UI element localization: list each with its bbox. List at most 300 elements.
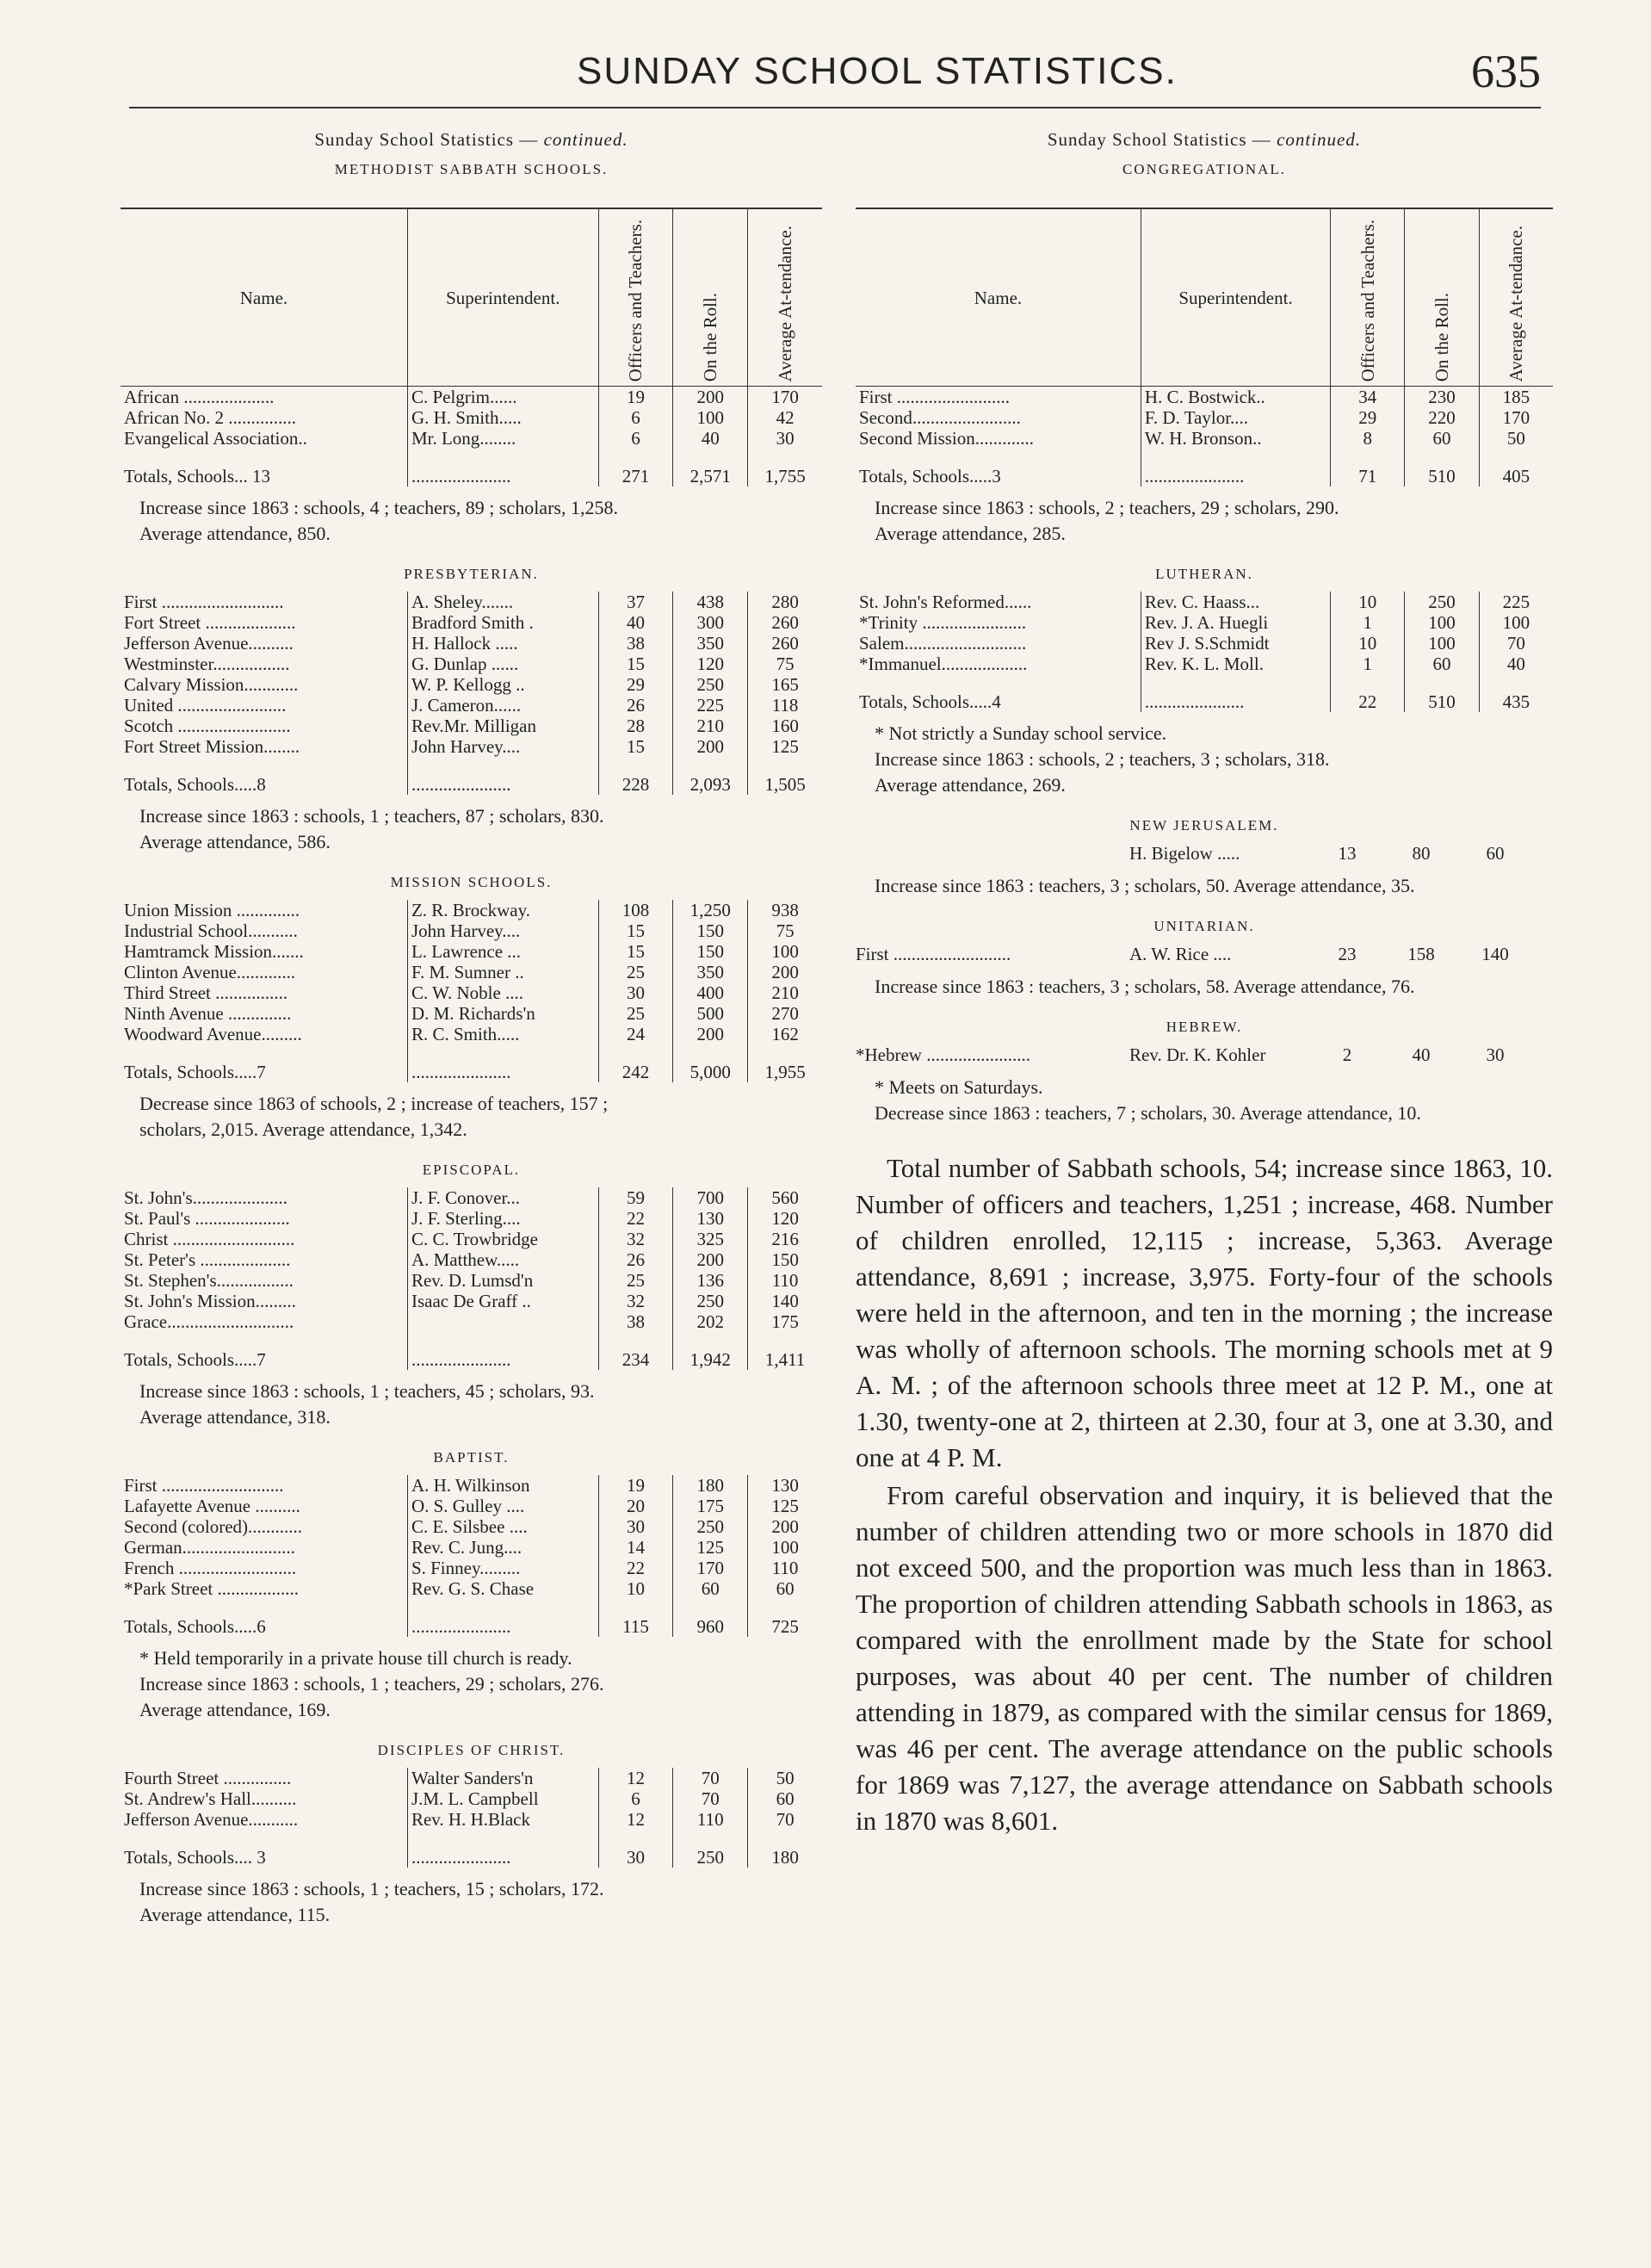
attendance-count: 216 [748, 1229, 822, 1249]
roll-count: 325 [673, 1229, 748, 1249]
attendance-count: 50 [1479, 428, 1553, 449]
summary-paragraph: Total number of Sabbath schools, 54; increase since 1863, 10. Number of officers and teachers, 1,251 ; increase, 468. Number of children enrolled, 12,115 ; increase, 5,363. Average attendance, 8,691 ; increase, 3,975. Forty-four of the schools were held in the afternoon, and ten in the morning ; the increase was wholly of afternoon schools. The morning schools met at 9 A. M. ; of the afternoon schools three meet at 12 P. M., one at 1.30, twenty-one at 2, thirteen at 2.30, four at 3, one at 3.30, and one at 4 P. M. [856, 1153, 1553, 1473]
summary-note: Increase since 1863 : schools, 1 ; teachers, 15 ; scholars, 172. [139, 1878, 604, 1900]
attendance-count: 270 [748, 1003, 822, 1024]
header-roll [673, 208, 748, 387]
officers-count: 271 [598, 449, 673, 486]
summary-note: Average attendance, 850. [139, 523, 331, 545]
table-row [856, 592, 1553, 612]
officers-count: 15 [598, 736, 673, 757]
running-header [129, 46, 1541, 110]
table-row [121, 633, 822, 654]
superintendent: F. D. Taylor.... [1141, 407, 1330, 428]
officers-count: 25 [598, 1003, 673, 1024]
roll-count: 250 [1405, 592, 1479, 612]
table-row [856, 387, 1553, 408]
new-jerusalem-row [856, 843, 1553, 864]
roll-count: 60 [1405, 428, 1479, 449]
superintendent: F. M. Sumner .. [407, 962, 598, 982]
roll-count: 180 [673, 1475, 748, 1496]
attendance-count: 70 [1479, 633, 1553, 654]
school-name: Jefferson Avenue.......... [124, 633, 294, 654]
table-row [121, 941, 822, 962]
superintendent: C. C. Trowbridge [407, 1229, 598, 1249]
officers-count: 10 [1331, 592, 1405, 612]
school-name: Second (colored)............ [124, 1516, 303, 1538]
school-name: Ninth Avenue .............. [124, 1003, 292, 1025]
table-row [121, 982, 822, 1003]
new-jerusalem-notes [856, 873, 1553, 899]
roll-count: 2,571 [673, 449, 748, 486]
summary-note: Average attendance, 285. [875, 523, 1066, 545]
superintendent: ...................... [407, 449, 598, 486]
superintendent: ...................... [407, 757, 598, 795]
school-name: St. Stephen's................. [124, 1270, 294, 1292]
superintendent: Isaac De Graff .. [407, 1291, 598, 1311]
header-attendance-text: Average At-tendance. [775, 225, 796, 382]
table-row [121, 900, 822, 920]
roll-count: 210 [673, 716, 748, 736]
disciples-rows [121, 1768, 822, 1868]
officers-count: 71 [1331, 449, 1405, 486]
school-name: St. John's Mission......... [124, 1291, 296, 1312]
episcopal-notes [121, 1379, 822, 1430]
attendance-count: 30 [748, 428, 822, 449]
attendance-count: 40 [1479, 654, 1553, 674]
attendance-count: 180 [748, 1830, 822, 1868]
officers-count: 19 [598, 1475, 673, 1496]
roll-count: 225 [673, 695, 748, 716]
header-attendance-right [1479, 208, 1553, 387]
totals-row [121, 1044, 822, 1082]
summary-note: Average attendance, 269. [875, 774, 1066, 796]
officers-count: 12 [598, 1768, 673, 1788]
totals-row [121, 757, 822, 795]
baptist-table [121, 1475, 822, 1637]
header-officers-right [1331, 208, 1405, 387]
unitarian-row [856, 944, 1553, 965]
page-number: 635 [1471, 46, 1541, 97]
roll-count: 250 [673, 1291, 748, 1311]
roll-count: 70 [673, 1788, 748, 1809]
attendance-count: 210 [748, 982, 822, 1003]
superintendent: John Harvey.... [407, 736, 598, 757]
attendance-count: 125 [748, 736, 822, 757]
table-row [856, 654, 1553, 674]
school-name: Calvary Mission............ [124, 674, 299, 696]
officers-count: 15 [598, 941, 673, 962]
superintendent: ...................... [407, 1830, 598, 1868]
attendance-count: 150 [748, 1249, 822, 1270]
superintendent: O. S. Gulley .... [407, 1496, 598, 1516]
superintendent: Mr. Long........ [407, 428, 598, 449]
attendance-count: 165 [748, 674, 822, 695]
header-attendance-right-text: Average At-tendance. [1506, 225, 1527, 382]
table-row [121, 1187, 822, 1208]
section-heading-new-jerusalem: NEW JERUSALEM. [1129, 817, 1279, 834]
attendance-count: 938 [748, 900, 822, 920]
table-row [121, 1537, 822, 1558]
summary-note: Increase since 1863 : schools, 1 ; teachers, 45 ; scholars, 93. [139, 1380, 595, 1403]
school-name: Scotch ......................... [124, 716, 291, 737]
school-name: Westminster................. [124, 654, 290, 675]
summary-note: * Not strictly a Sunday school service. [875, 722, 1167, 745]
table-row [856, 612, 1553, 633]
roll-count: 202 [673, 1311, 748, 1332]
table-row [121, 1229, 822, 1249]
left-column [121, 129, 822, 1928]
roll-count: 250 [673, 674, 748, 695]
congregational-rows [856, 387, 1553, 487]
officers-count: 15 [598, 654, 673, 674]
summary-paragraph: From careful observation and inquiry, it is believed that the number of children attending two or more schools in 1870 did not exceed 500, and the proportion was much less than in 1863. The proportion of children attending Sabbath schools in 1863, as compared with the enrollment made by the State for school purposes, was about 40 per cent. The number of children attending in 1879, as compared with the similar census for 1869, was 46 per cent. The average attendance on the public schools for 1869 was 7,127, the average attendance on Sabbath schools in 1870 was 8,601. [856, 1480, 1553, 1837]
attendance-count: 60 [1486, 843, 1505, 864]
section-heading-episcopal: EPISCOPAL. [422, 1162, 521, 1179]
school-name: *Immanuel................... [859, 654, 1028, 675]
school-name: Totals, Schools.....4 [859, 691, 1001, 713]
summary-text [856, 1150, 1553, 1839]
officers-count: 26 [598, 695, 673, 716]
attendance-count: 260 [748, 633, 822, 654]
summary-note: Increase since 1863 : schools, 1 ; teachers, 29 ; scholars, 276. [139, 1673, 604, 1695]
superintendent: Rev. K. L. Moll. [1141, 654, 1330, 674]
attendance-count: 725 [748, 1599, 822, 1637]
officers-count: 1 [1331, 654, 1405, 674]
table-row [121, 1558, 822, 1578]
attendance-count: 75 [748, 920, 822, 941]
table-row [856, 407, 1553, 428]
table-header-row-right [856, 208, 1553, 387]
roll-count: 200 [673, 736, 748, 757]
summary-note: Average attendance, 318. [139, 1406, 331, 1428]
superintendent: W. H. Bronson.. [1141, 428, 1330, 449]
officers-count: 24 [598, 1024, 673, 1044]
roll-count: 150 [673, 941, 748, 962]
school-name: Hamtramck Mission....... [124, 941, 304, 963]
school-name: Totals, Schools.....6 [124, 1616, 266, 1638]
attendance-count: 120 [748, 1208, 822, 1229]
attendance-count: 130 [748, 1475, 822, 1496]
header-roll-right [1405, 208, 1479, 387]
summary-note: Decrease since 1863 : teachers, 7 ; scholars, 30. Average attendance, 10. [875, 1102, 1421, 1125]
officers-count: 38 [598, 1311, 673, 1332]
summary-note: Average attendance, 169. [139, 1699, 331, 1721]
attendance-count: 140 [748, 1291, 822, 1311]
summary-note: * Meets on Saturdays. [875, 1076, 1043, 1099]
school-name: Totals, Schools.....7 [124, 1062, 266, 1083]
attendance-count: 1,505 [748, 757, 822, 795]
attendance-count: 1,755 [748, 449, 822, 486]
roll-count: 120 [673, 654, 748, 674]
summary-note: Increase since 1863 : schools, 2 ; teachers, 29 ; scholars, 290. [875, 497, 1339, 519]
attendance-count: 185 [1479, 387, 1553, 408]
school-name: Totals, Schools... 13 [124, 466, 271, 487]
roll-count: 500 [673, 1003, 748, 1024]
attendance-count: 200 [748, 1516, 822, 1537]
superintendent: Z. R. Brockway. [407, 900, 598, 920]
roll-count: 510 [1405, 674, 1479, 712]
mission-table [121, 900, 822, 1082]
attendance-count: 110 [748, 1558, 822, 1578]
superintendent: S. Finney......... [407, 1558, 598, 1578]
school-name: Second Mission............. [859, 428, 1035, 449]
episcopal-table [121, 1187, 822, 1370]
attendance-count: 160 [748, 716, 822, 736]
attendance-count: 75 [748, 654, 822, 674]
table-row [856, 428, 1553, 449]
attendance-count: 60 [748, 1788, 822, 1809]
school-name: Christ ........................... [124, 1229, 295, 1250]
header-roll-text: On the Roll. [700, 293, 721, 382]
table-row [121, 716, 822, 736]
table-row [121, 1516, 822, 1537]
superintendent: Rev.Mr. Milligan [407, 716, 598, 736]
school-name: St. John's..................... [124, 1187, 288, 1209]
attendance-count: 70 [748, 1809, 822, 1830]
officers-count: 22 [1331, 674, 1405, 712]
superintendent: D. M. Richards'n [407, 1003, 598, 1024]
school-name: St. John's Reformed...... [859, 592, 1032, 613]
roll-count: 158 [1407, 944, 1435, 965]
superintendent: Rev. H. H.Black [407, 1809, 598, 1830]
school-name: First ........................... [124, 1475, 284, 1497]
superintendent: H. C. Bostwick.. [1141, 387, 1330, 408]
roll-count: 136 [673, 1270, 748, 1291]
roll-count: 960 [673, 1599, 748, 1637]
summary-note: * Held temporarily in a private house till church is ready. [139, 1647, 572, 1670]
school-name: St. Peter's .................... [124, 1249, 291, 1271]
officers-count: 10 [1331, 633, 1405, 654]
officers-count: 34 [1331, 387, 1405, 408]
attendance-count: 175 [748, 1311, 822, 1332]
roll-count: 250 [673, 1830, 748, 1868]
school-name: Fort Street .................... [124, 612, 296, 634]
statistics-table-left [121, 208, 822, 486]
superintendent: G. H. Smith..... [407, 407, 598, 428]
superintendent: C. Pelgrim...... [407, 387, 598, 408]
summary-note: Increase since 1863 : schools, 4 ; teachers, 89 ; scholars, 1,258. [139, 497, 618, 519]
superintendent: ...................... [1141, 449, 1330, 486]
mission-rows [121, 900, 822, 1082]
lutheran-notes [856, 721, 1553, 798]
summary-note: Increase since 1863 : teachers, 3 ; scholars, 58. Average attendance, 76. [875, 976, 1415, 998]
officers-count: 19 [598, 387, 673, 408]
roll-count: 80 [1412, 843, 1431, 864]
attendance-count: 60 [748, 1578, 822, 1599]
roll-count: 5,000 [673, 1044, 748, 1082]
attendance-count: 118 [748, 695, 822, 716]
roll-count: 100 [673, 407, 748, 428]
episcopal-rows [121, 1187, 822, 1370]
superintendent: John Harvey.... [407, 920, 598, 941]
attendance-count: 30 [1486, 1044, 1505, 1066]
officers-count: 28 [598, 716, 673, 736]
officers-count: 30 [598, 982, 673, 1003]
roll-count: 70 [673, 1768, 748, 1788]
table-row [121, 962, 822, 982]
attendance-count: 100 [748, 941, 822, 962]
officers-count: 25 [598, 1270, 673, 1291]
table-caption-right [856, 129, 1553, 151]
officers-count: 37 [598, 592, 673, 612]
header-roll-right-text: On the Roll. [1431, 293, 1453, 382]
roll-count: 250 [673, 1516, 748, 1537]
section-heading-disciples: DISCIPLES OF CHRIST. [377, 1742, 566, 1759]
officers-count: 32 [598, 1291, 673, 1311]
school-name: Totals, Schools.....7 [124, 1349, 266, 1371]
superintendent: Rev. J. A. Huegli [1141, 612, 1330, 633]
school-name: *Park Street .................. [124, 1578, 299, 1600]
roll-count: 200 [673, 1249, 748, 1270]
school-name: Clinton Avenue............. [124, 962, 296, 983]
roll-count: 438 [673, 592, 748, 612]
baptist-rows [121, 1475, 822, 1637]
table-row [121, 1249, 822, 1270]
superintendent: H. Bigelow ..... [1129, 843, 1240, 864]
superintendent: C. E. Silsbee .... [407, 1516, 598, 1537]
attendance-count: 170 [1479, 407, 1553, 428]
superintendent: Rev. D. Lumsd'n [407, 1270, 598, 1291]
superintendent: Rev. Dr. K. Kohler [1129, 1044, 1266, 1066]
roll-count: 130 [673, 1208, 748, 1229]
officers-count: 6 [598, 407, 673, 428]
methodist-notes [121, 495, 822, 547]
roll-count: 200 [673, 387, 748, 408]
table-row [856, 633, 1553, 654]
school-name: Totals, Schools.... 3 [124, 1847, 266, 1868]
disciples-table [121, 1768, 822, 1868]
section-heading-methodist: METHODIST SABBATH SCHOOLS. [334, 161, 609, 177]
superintendent: Walter Sanders'n [407, 1768, 598, 1788]
attendance-count: 42 [748, 407, 822, 428]
superintendent: L. Lawrence ... [407, 941, 598, 962]
roll-count: 200 [673, 1024, 748, 1044]
totals-row [856, 674, 1553, 712]
attendance-count: 50 [748, 1768, 822, 1788]
section-heading-unitarian: UNITARIAN. [1153, 918, 1255, 935]
superintendent: Rev. C. Haass... [1141, 592, 1330, 612]
table-row [121, 1578, 822, 1599]
officers-count: 30 [598, 1830, 673, 1868]
summary-note: Decrease since 1863 of schools, 2 ; increase of teachers, 157 ; [139, 1093, 609, 1115]
header-rule [129, 107, 1541, 108]
methodist-rows [121, 387, 822, 487]
roll-count: 1,942 [673, 1332, 748, 1370]
table-row [121, 592, 822, 612]
table-row [121, 1475, 822, 1496]
table-row [121, 1311, 822, 1332]
statistics-table-right [856, 208, 1553, 486]
officers-count: 40 [598, 612, 673, 633]
attendance-count: 260 [748, 612, 822, 633]
officers-count: 234 [598, 1332, 673, 1370]
officers-count: 26 [598, 1249, 673, 1270]
presbyterian-rows [121, 592, 822, 795]
attendance-count: 1,411 [748, 1332, 822, 1370]
officers-count: 242 [598, 1044, 673, 1082]
officers-count: 108 [598, 900, 673, 920]
table-row [121, 612, 822, 633]
superintendent: Bradford Smith . [407, 612, 598, 633]
officers-count: 30 [598, 1516, 673, 1537]
table-caption [121, 129, 822, 151]
roll-count: 170 [673, 1558, 748, 1578]
roll-count: 2,093 [673, 757, 748, 795]
attendance-count: 560 [748, 1187, 822, 1208]
section-heading-congregational: CONGREGATIONAL. [1122, 161, 1287, 177]
superintendent [407, 1311, 598, 1332]
superintendent: C. W. Noble .... [407, 982, 598, 1003]
summary-note: Average attendance, 586. [139, 831, 331, 853]
roll-count: 175 [673, 1496, 748, 1516]
summary-note: Increase since 1863 : schools, 1 ; teachers, 87 ; scholars, 830. [139, 805, 604, 827]
totals-row [121, 1599, 822, 1637]
school-name: *Trinity ....................... [859, 612, 1027, 634]
table-row [121, 1270, 822, 1291]
summary-note: scholars, 2,015. Average attendance, 1,342. [139, 1119, 467, 1141]
officers-count: 22 [598, 1208, 673, 1229]
attendance-count: 100 [748, 1537, 822, 1558]
header-officers-right-text: Officers and Teachers. [1357, 220, 1378, 382]
officers-count: 10 [598, 1578, 673, 1599]
superintendent: A. Sheley....... [407, 592, 598, 612]
table-row [121, 736, 822, 757]
table-row [121, 428, 822, 449]
officers-count: 23 [1338, 944, 1357, 965]
school-name: St. Paul's ..................... [124, 1208, 290, 1230]
school-name: German......................... [124, 1537, 295, 1558]
school-name: Salem........................... [859, 633, 1027, 654]
totals-row [856, 449, 1553, 486]
school-name: Fort Street Mission........ [124, 736, 300, 758]
school-name: St. Andrew's Hall.......... [124, 1788, 297, 1810]
header-name-right: Name. [856, 208, 1141, 387]
table-row [121, 1208, 822, 1229]
school-name: *Hebrew ....................... [856, 1044, 1030, 1066]
superintendent: A. W. Rice .... [1129, 944, 1232, 965]
officers-count: 12 [598, 1809, 673, 1830]
officers-count: 22 [598, 1558, 673, 1578]
superintendent: Rev. G. S. Chase [407, 1578, 598, 1599]
presbyterian-table [121, 592, 822, 795]
totals-row [121, 1830, 822, 1868]
section-heading-hebrew: HEBREW. [1166, 1019, 1243, 1036]
attendance-count: 125 [748, 1496, 822, 1516]
superintendent: W. P. Kellogg .. [407, 674, 598, 695]
table-row [121, 1024, 822, 1044]
officers-count: 14 [598, 1537, 673, 1558]
section-heading-presbyterian: PRESBYTERIAN. [404, 566, 539, 583]
attendance-count: 170 [748, 387, 822, 408]
superintendent: A. Matthew..... [407, 1249, 598, 1270]
table-header-row [121, 208, 822, 387]
table-row [121, 407, 822, 428]
school-name: African .................... [124, 387, 275, 408]
totals-row [121, 1332, 822, 1370]
hebrew-notes [856, 1075, 1553, 1126]
presbyterian-notes [121, 803, 822, 855]
table-row [121, 654, 822, 674]
school-name: First ......................... [859, 387, 1011, 408]
roll-count: 100 [1405, 633, 1479, 654]
section-heading-lutheran: LUTHERAN. [1155, 566, 1253, 583]
superintendent: ...................... [407, 1599, 598, 1637]
roll-count: 220 [1405, 407, 1479, 428]
officers-count: 1 [1331, 612, 1405, 633]
roll-count: 100 [1405, 612, 1479, 633]
officers-count: 25 [598, 962, 673, 982]
superintendent: J. F. Sterling.... [407, 1208, 598, 1229]
